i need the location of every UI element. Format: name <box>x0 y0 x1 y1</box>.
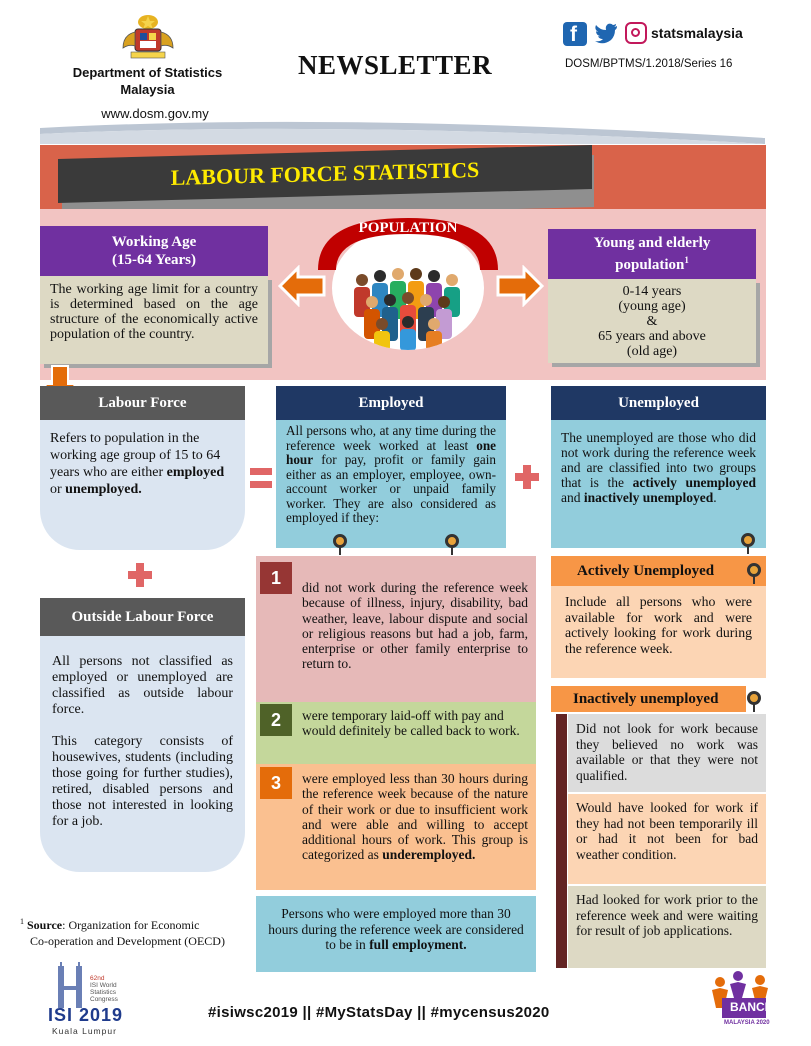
actively-unemployed-header <box>551 556 766 586</box>
labour-force-card <box>40 420 245 550</box>
unemployed-bold-inactively: inactively unemployed <box>583 490 714 505</box>
unemployed-text-and: and <box>561 490 584 505</box>
labour-force-bold-unemployed: unemployed. <box>65 482 142 497</box>
org-name-line2: Malaysia <box>120 82 175 97</box>
coat-of-arms-logo <box>113 12 183 60</box>
labour-force-header: Labour Force <box>40 386 245 420</box>
outside-text-1: All persons not classified as employed or unemployed are classified as outside labour force. <box>52 654 233 717</box>
condition-3-text <box>302 771 528 863</box>
employed-text: All persons who, at any time during the reference week worked at least <box>286 423 496 453</box>
source-text-1: : Organization for Economic <box>62 918 200 932</box>
newsletter-title: NEWSLETTER <box>298 50 493 80</box>
young-elderly-text <box>548 279 756 363</box>
labour-force-text: Refers to population in the working age group of 15 to 64 years who are either <box>50 431 221 480</box>
banci-subtitle: MALAYSIA 2020 <box>724 1020 770 1026</box>
chain-link-icon <box>747 691 761 705</box>
young-line-3: & <box>646 314 658 329</box>
young-title-2: population <box>615 256 685 273</box>
website[interactable]: www.dosm.gov.my <box>101 106 209 121</box>
working-age-header <box>40 226 268 276</box>
condition-3-number: 3 <box>260 767 292 799</box>
isi-tower-icon <box>52 962 88 1008</box>
young-elderly-header <box>548 229 756 279</box>
inactively-item-2: Would have looked for work if they had not been temporarily ill or had it not been for bad weather condition. <box>568 794 766 884</box>
isi-line-2: ISI World <box>90 982 117 989</box>
isi-congress-text <box>90 975 118 1003</box>
young-line-4: 65 years and above <box>598 329 706 344</box>
outside-text-2: This category consists of housewives, students (including those going for further studies), retired, disabled persons and those not interested in looking for a job. <box>52 734 233 829</box>
labour-force-text-or: or <box>50 482 66 497</box>
footnote-marker: 1 <box>684 254 689 265</box>
full-employment-text: Persons who were employed more than 30 hours during the reference week are considered to be in <box>268 906 524 952</box>
condition-2-number: 2 <box>260 704 292 736</box>
full-employment-card <box>256 896 536 972</box>
source-text-2: Co-operation and Development (OECD) <box>30 934 225 948</box>
chain-link-icon <box>333 534 347 548</box>
unemployed-header: Unemployed <box>551 386 766 420</box>
population-label: POPULATION <box>358 220 458 236</box>
plus-icon-2 <box>125 560 155 590</box>
unemployed-text-end: . <box>713 490 717 505</box>
working-age-title-1: Working Age <box>111 234 197 250</box>
source-footnote-marker: 1 <box>20 917 24 926</box>
isi-line-3: Statistics <box>90 989 117 996</box>
employed-header: Employed <box>276 386 506 420</box>
instagram-icon[interactable] <box>625 22 647 44</box>
working-age-title-2: (15-64 Years) <box>111 252 196 268</box>
equals-icon <box>250 466 272 492</box>
page-title: LABOUR FORCE STATISTICS <box>170 156 480 191</box>
plus-icon <box>512 462 542 492</box>
header-swoosh <box>40 118 765 144</box>
series-code: DOSM/BPTMS/1.2018/Series 16 <box>565 58 733 70</box>
full-employment-bold: full employment. <box>369 937 467 952</box>
young-line-2: (young age) <box>618 299 686 314</box>
isi-line-4: Congress <box>90 996 118 1003</box>
unemployed-bold-actively: actively unemployed <box>632 475 756 490</box>
isi-line-1: 62nd <box>90 975 105 982</box>
chain-link-icon <box>741 533 755 547</box>
isi-2019-logo: ISI 2019 <box>48 1005 124 1025</box>
inactively-item-3: Had looked for work prior to the reference week and were waiting for result of job applications. <box>568 886 766 968</box>
employed-card <box>276 420 506 548</box>
condition-2-text: were temporary laid-off with pay and would definitely be called back to work. <box>302 708 520 739</box>
social-handle[interactable]: statsmalaysia <box>651 25 743 41</box>
source-label: Source <box>27 918 63 932</box>
outside-labour-force-header: Outside Labour Force <box>40 598 245 636</box>
actively-unemployed-title: Actively Unemployed <box>577 562 715 579</box>
employed-text-post: for pay, profit or family gain either as an employer, employee, own-account worker or unpaid family worker. They are also considered as employed if they: <box>286 452 496 525</box>
condition-3-text-main: were employed less than 30 hours during the reference week because of the nature of their work or due to insufficient work and were able and willing to accept additional hours of work. This group is categorized as <box>302 771 528 863</box>
inactively-left-bar <box>556 714 567 968</box>
working-age-text: The working age limit for a country is determined based on the age structure of the economically active population of the country. <box>40 276 268 364</box>
banci-title: BANCI <box>730 1000 768 1014</box>
isi-city: Kuala Lumpur <box>52 1026 117 1036</box>
outside-labour-force-card <box>40 636 245 872</box>
hashtags: #isiwsc2019 || #MyStatsDay || #mycensus2020 <box>208 1004 550 1021</box>
condition-1-text: did not work during the reference week because of illness, injury, disability, bad weather, leave, labour dispute and social or religious reasons but had a job, farm, enterprise or other family enterprise to return to. <box>302 580 528 672</box>
unemployed-card <box>551 420 766 548</box>
employed-bold: one hour <box>286 437 496 467</box>
condition-3-bold: underemployed. <box>382 847 476 863</box>
inactively-item-1: Did not look for work because they believed no work was available or that they were not qualified. <box>568 714 766 792</box>
chain-link-icon <box>445 534 459 548</box>
twitter-icon[interactable] <box>593 22 619 46</box>
facebook-icon[interactable]: f <box>563 22 587 46</box>
source-note <box>20 914 256 949</box>
young-line-1: 0-14 years <box>622 284 682 299</box>
inactively-unemployed-header <box>551 686 746 712</box>
labour-force-bold-employed: employed <box>166 465 225 480</box>
young-line-5: (old age) <box>626 344 678 359</box>
org-name-line1: Department of Statistics <box>72 65 223 80</box>
condition-1-number: 1 <box>260 562 292 594</box>
inactively-unemployed-title: Inactively unemployed <box>573 690 719 707</box>
unemployed-text: The unemployed are those who did not work during the reference week and are classified into two groups that is the <box>561 430 756 490</box>
actively-unemployed-text: Include all persons who were available for work and were actively looking for work during the reference week. <box>551 586 766 678</box>
young-title-1: Young and elderly <box>593 234 711 251</box>
chain-link-icon <box>747 563 761 577</box>
